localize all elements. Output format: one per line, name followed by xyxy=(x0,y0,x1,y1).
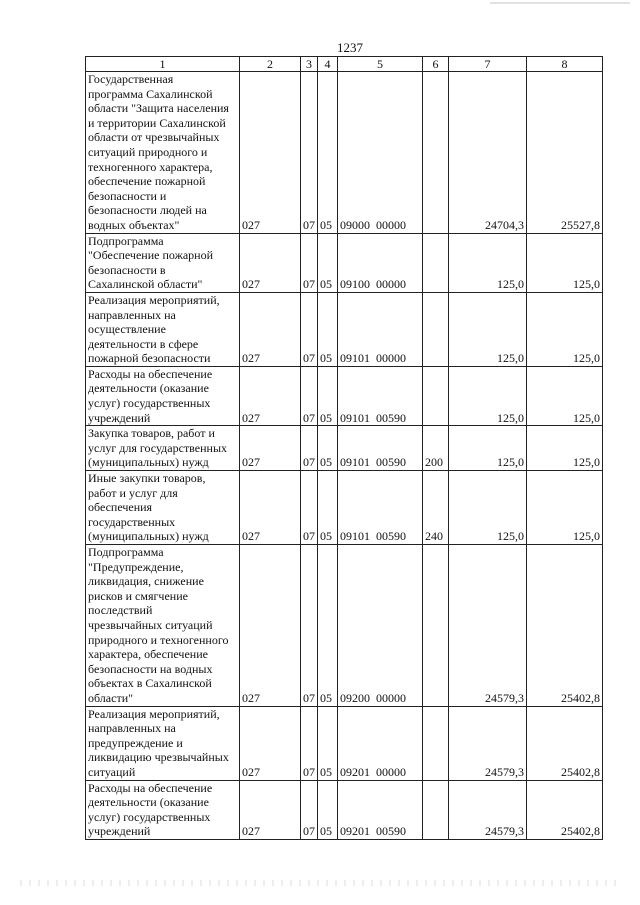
item-name-line: области от чрезвычайных xyxy=(88,130,220,145)
item-name-line: последствий xyxy=(88,603,153,618)
item-name-line: "Предупреждение, xyxy=(88,559,184,574)
item-name-line: работ и услуг для xyxy=(88,485,178,500)
item-name-line: пожарной безопасности xyxy=(88,351,211,366)
item-name-line: услуг) государственных xyxy=(88,809,211,824)
item-name-line: природного и техногенного xyxy=(88,632,229,647)
item-name-line: безопасности на водных xyxy=(88,661,213,676)
expense-type-cell xyxy=(423,706,449,780)
section-cell: 07 xyxy=(301,471,318,545)
amount-year2-cell: 125,0 xyxy=(527,366,603,425)
table-body xyxy=(86,72,603,840)
expense-type-cell xyxy=(423,545,449,707)
expense-type-cell xyxy=(423,366,449,425)
admin-code-cell: 027 xyxy=(240,426,301,471)
table-row xyxy=(86,471,603,545)
table-row xyxy=(86,292,603,366)
subsection-cell: 05 xyxy=(318,545,338,707)
item-name-cell xyxy=(86,706,240,780)
item-name-line: обеспечения xyxy=(88,500,153,515)
section-cell: 07 xyxy=(301,780,318,839)
item-name-line: Сахалинской области" xyxy=(88,277,203,292)
expense-type-cell xyxy=(423,233,449,292)
admin-code-cell: 027 xyxy=(240,471,301,545)
header-cell: 3 xyxy=(301,57,318,72)
amount-year1-cell: 24704,3 xyxy=(449,72,527,234)
admin-code-cell: 027 xyxy=(240,292,301,366)
amount-year2-cell: 125,0 xyxy=(527,292,603,366)
item-name-cell xyxy=(86,780,240,839)
item-name-line: Реализация мероприятий, xyxy=(88,292,220,307)
item-name-line: услуг для государственных xyxy=(88,440,228,455)
header-row xyxy=(86,57,603,72)
target-article-cell: 09101 00590 xyxy=(338,366,423,425)
table-row xyxy=(86,545,603,707)
target-article-cell: 09200 00000 xyxy=(338,545,423,707)
item-name-line: деятельности в сфере xyxy=(88,336,199,351)
item-name-line: чрезвычайных ситуаций xyxy=(88,617,213,632)
admin-code-cell: 027 xyxy=(240,366,301,425)
item-name-line: характера, обеспечение xyxy=(88,647,208,662)
item-name-line: Закупка товаров, работ и xyxy=(88,426,215,441)
header-cell: 5 xyxy=(338,57,423,72)
item-name-line: направленных на xyxy=(88,721,176,736)
item-name-line: и территории Сахалинской xyxy=(88,115,226,130)
header-cell: 2 xyxy=(240,57,301,72)
item-name-cell xyxy=(86,426,240,471)
item-name-line: (муниципальных) нужд xyxy=(88,529,209,544)
amount-year2-cell: 25527,8 xyxy=(527,72,603,234)
item-name-line: области" xyxy=(88,690,134,705)
scan-noise xyxy=(20,880,620,886)
amount-year2-cell: 25402,8 xyxy=(527,545,603,707)
budget-table xyxy=(85,56,603,840)
item-name-line: Иные закупки товаров, xyxy=(88,471,206,486)
item-name-cell xyxy=(86,471,240,545)
item-name-line: области "Защита населения xyxy=(88,101,229,116)
expense-type-cell xyxy=(423,292,449,366)
amount-year1-cell: 125,0 xyxy=(449,292,527,366)
item-name-line: Подпрограмма xyxy=(88,545,164,559)
item-name-line: ликвидацию чрезвычайных xyxy=(88,750,229,765)
amount-year1-cell: 125,0 xyxy=(449,426,527,471)
item-name-line: безопасности в xyxy=(88,262,166,277)
item-name-line: направленных на xyxy=(88,307,176,322)
item-name-line: обеспечение пожарной xyxy=(88,174,206,189)
header-cell: 8 xyxy=(527,57,603,72)
subsection-cell: 05 xyxy=(318,426,338,471)
target-article-cell: 09000 00000 xyxy=(338,72,423,234)
item-name-line: водных объектах" xyxy=(88,217,180,232)
item-name-line: Расходы на обеспечение xyxy=(88,366,213,381)
amount-year1-cell: 24579,3 xyxy=(449,780,527,839)
section-cell: 07 xyxy=(301,72,318,234)
item-name-cell xyxy=(86,72,240,234)
item-name-line: рисков и смягчение xyxy=(88,588,188,603)
target-article-cell: 09201 00000 xyxy=(338,706,423,780)
subsection-cell: 05 xyxy=(318,471,338,545)
item-name-line: ситуаций xyxy=(88,764,136,779)
item-name-line: деятельности (оказание xyxy=(88,795,209,810)
item-name-line: программа Сахалинской xyxy=(88,86,213,101)
section-cell: 07 xyxy=(301,426,318,471)
table-row xyxy=(86,426,603,471)
subsection-cell: 05 xyxy=(318,366,338,425)
header-cell: 1 xyxy=(86,57,240,72)
item-name-line: Государственная xyxy=(88,72,174,86)
amount-year2-cell: 125,0 xyxy=(527,426,603,471)
item-name-cell xyxy=(86,233,240,292)
amount-year1-cell: 24579,3 xyxy=(449,545,527,707)
expense-type-cell: 240 xyxy=(423,471,449,545)
item-name-cell xyxy=(86,366,240,425)
item-name-line: Расходы на обеспечение xyxy=(88,780,213,795)
amount-year1-cell: 125,0 xyxy=(449,366,527,425)
target-article-cell: 09201 00590 xyxy=(338,780,423,839)
target-article-cell: 09100 00000 xyxy=(338,233,423,292)
header-cell: 6 xyxy=(423,57,449,72)
table-row xyxy=(86,780,603,839)
amount-year1-cell: 24579,3 xyxy=(449,706,527,780)
target-article-cell: 09101 00000 xyxy=(338,292,423,366)
section-cell: 07 xyxy=(301,366,318,425)
page-number: 1237 xyxy=(337,40,363,55)
item-name-line: предупреждение и xyxy=(88,735,183,750)
table-row xyxy=(86,706,603,780)
item-name-line: государственных xyxy=(88,514,176,529)
item-name-cell xyxy=(86,292,240,366)
admin-code-cell: 027 xyxy=(240,780,301,839)
admin-code-cell: 027 xyxy=(240,706,301,780)
item-name-line: Реализация мероприятий, xyxy=(88,706,220,721)
section-cell: 07 xyxy=(301,292,318,366)
item-name-line: объектах в Сахалинской xyxy=(88,676,212,691)
item-name-line: учреждений xyxy=(88,824,151,839)
subsection-cell: 05 xyxy=(318,72,338,234)
scan-mark xyxy=(490,2,630,4)
expense-type-cell: 200 xyxy=(423,426,449,471)
target-article-cell: 09101 00590 xyxy=(338,471,423,545)
item-name-line: деятельности (оказание xyxy=(88,381,209,396)
item-name-line: ситуаций природного и xyxy=(88,144,208,159)
expense-type-cell xyxy=(423,780,449,839)
admin-code-cell: 027 xyxy=(240,72,301,234)
item-name-line: учреждений xyxy=(88,410,151,425)
admin-code-cell: 027 xyxy=(240,545,301,707)
expense-type-cell xyxy=(423,72,449,234)
amount-year2-cell: 125,0 xyxy=(527,233,603,292)
amount-year1-cell: 125,0 xyxy=(449,471,527,545)
subsection-cell: 05 xyxy=(318,233,338,292)
amount-year1-cell: 125,0 xyxy=(449,233,527,292)
amount-year2-cell: 25402,8 xyxy=(527,706,603,780)
table-row xyxy=(86,233,603,292)
item-name-line: (муниципальных) нужд xyxy=(88,455,209,470)
item-name-line: услуг) государственных xyxy=(88,396,211,411)
table-row xyxy=(86,72,603,234)
item-name-line: техногенного характера, xyxy=(88,159,213,174)
table-row xyxy=(86,366,603,425)
item-name-line: Подпрограмма xyxy=(88,233,164,248)
header-cell: 7 xyxy=(449,57,527,72)
item-name-line: ликвидация, снижение xyxy=(88,574,204,589)
item-name-line: "Обеспечение пожарной xyxy=(88,248,214,263)
item-name-line: безопасности людей на xyxy=(88,203,207,218)
item-name-line: безопасности и xyxy=(88,188,167,203)
item-name-line: осуществление xyxy=(88,322,166,337)
header-cell: 4 xyxy=(318,57,338,72)
admin-code-cell: 027 xyxy=(240,233,301,292)
subsection-cell: 05 xyxy=(318,292,338,366)
amount-year2-cell: 25402,8 xyxy=(527,780,603,839)
section-cell: 07 xyxy=(301,545,318,707)
target-article-cell: 09101 00590 xyxy=(338,426,423,471)
subsection-cell: 05 xyxy=(318,780,338,839)
section-cell: 07 xyxy=(301,233,318,292)
amount-year2-cell: 125,0 xyxy=(527,471,603,545)
item-name-cell xyxy=(86,545,240,707)
subsection-cell: 05 xyxy=(318,706,338,780)
section-cell: 07 xyxy=(301,706,318,780)
